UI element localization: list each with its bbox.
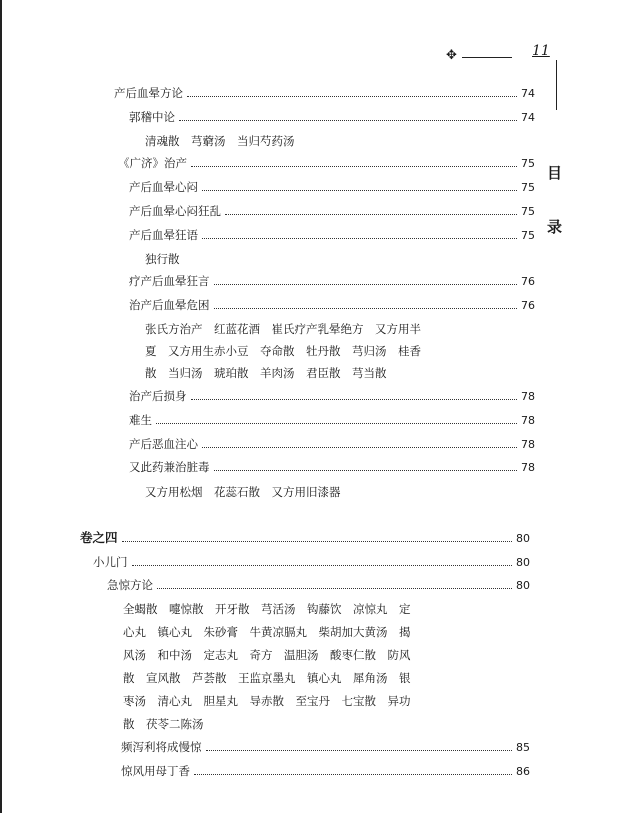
toc-entry[interactable] <box>129 227 535 244</box>
toc-entry-page: 75 <box>521 229 535 242</box>
toc-entry-page: 78 <box>521 390 535 403</box>
toc-entry-page: 86 <box>516 765 530 778</box>
toc-subitems: 散 茯苓二陈汤 <box>123 717 204 731</box>
toc-subitems: 散 宣风散 芦荟散 王监京墨丸 镇心丸 犀角汤 银 <box>123 671 411 685</box>
leader-dots <box>122 541 512 542</box>
toc-entry[interactable] <box>129 459 535 476</box>
leader-dots <box>202 238 517 239</box>
toc-subitems: 独行散 <box>145 252 180 266</box>
toc-entry-page: 85 <box>516 741 530 754</box>
toc-entry-label: 郭稽中论 <box>129 110 175 124</box>
leader-dots <box>194 774 512 775</box>
toc-subitems: 清魂散 芎藭汤 当归芍药汤 <box>145 134 295 148</box>
toc-subitems: 张氏方治产 红蓝花酒 崔氏疗产乳晕绝方 又方用半 <box>145 322 421 336</box>
toc-entry-page: 80 <box>516 532 530 545</box>
toc-entry-page: 80 <box>516 579 530 592</box>
toc-entry-label: 又此药兼治脏毒 <box>129 460 210 474</box>
toc-entry-label: 产后恶血注心 <box>129 437 198 451</box>
leader-dots <box>132 565 513 566</box>
toc-entry-page: 80 <box>516 556 530 569</box>
toc-entry-label: 难生 <box>129 413 152 427</box>
toc-entry-page: 76 <box>521 275 535 288</box>
toc-entry-label: 产后血晕心闷 <box>129 180 198 194</box>
page-number: 11 <box>532 43 550 59</box>
toc-entry-label: 产后血晕心闷狂乱 <box>129 204 221 218</box>
toc-entry[interactable] <box>129 388 535 405</box>
toc-entry-label: 产后血晕狂语 <box>129 228 198 242</box>
toc-entry-page: 75 <box>521 181 535 194</box>
toc-entry[interactable] <box>129 179 535 196</box>
toc-entry[interactable] <box>93 554 530 571</box>
toc-chapter[interactable] <box>80 530 530 547</box>
toc-entry[interactable] <box>107 577 530 594</box>
toc-entry[interactable] <box>121 739 530 756</box>
toc-entry[interactable] <box>129 273 535 290</box>
leader-dots <box>179 120 517 121</box>
toc-entry-label: 治产后血晕危困 <box>129 298 210 312</box>
side-label-mu: 目 <box>547 164 563 182</box>
leader-dots <box>191 399 518 400</box>
toc-chapter-label: 卷之四 <box>80 530 118 545</box>
toc-subitems: 心丸 镇心丸 朱砂膏 牛黄凉膈丸 柴胡加大黄汤 揭 <box>123 625 411 639</box>
leader-dots <box>187 96 517 97</box>
leader-dots <box>156 423 517 424</box>
leader-dots <box>214 470 518 471</box>
toc-entry-page: 75 <box>521 205 535 218</box>
toc-entry-label: 小儿门 <box>93 555 128 569</box>
toc-entry[interactable] <box>129 109 535 126</box>
leader-dots <box>206 750 513 751</box>
side-label-lu: 录 <box>547 218 563 236</box>
toc-entry-page: 78 <box>521 461 535 474</box>
toc-entry-label: 急惊方论 <box>107 578 153 592</box>
toc-entry-label: 《广济》治产 <box>118 156 187 170</box>
toc-subitems: 又方用松烟 花蕊石散 又方用旧漆器 <box>145 485 341 499</box>
toc-subitems: 散 当归汤 琥珀散 羊肉汤 君臣散 芎当散 <box>145 366 387 380</box>
toc-entry-page: 78 <box>521 438 535 451</box>
toc-entry[interactable] <box>129 297 535 314</box>
leader-dots <box>202 190 517 191</box>
toc-entry-label: 频泻利将成慢惊 <box>121 740 202 754</box>
toc-entry-page: 75 <box>521 157 535 170</box>
toc-subitems: 枣汤 清心丸 胆星丸 导赤散 至宝丹 七宝散 异功 <box>123 694 411 708</box>
toc-entry-label: 惊风用母丁香 <box>121 764 190 778</box>
toc-entry-label: 产后血晕方论 <box>114 86 183 100</box>
leader-dots <box>225 214 517 215</box>
leader-dots <box>157 588 512 589</box>
toc-entry-page: 74 <box>521 111 535 124</box>
toc-subitems: 全蝎散 嚏惊散 开牙散 芎活汤 钩藤饮 凉惊丸 定 <box>123 602 411 616</box>
toc-subitems: 夏 又方用生赤小豆 夺命散 牡丹散 芎归汤 桂香 <box>145 344 421 358</box>
toc-entry[interactable] <box>129 436 535 453</box>
toc-entry[interactable] <box>114 85 535 102</box>
toc-entry-label: 疗产后血晕狂言 <box>129 274 210 288</box>
toc-entry-page: 74 <box>521 87 535 100</box>
toc-entry[interactable] <box>129 412 535 429</box>
toc-entry[interactable] <box>121 763 530 780</box>
toc-entry-page: 78 <box>521 414 535 427</box>
toc-subitems: 风汤 和中汤 定志丸 奇方 温胆汤 酸枣仁散 防风 <box>123 648 411 662</box>
leader-dots <box>191 166 517 167</box>
ornament-icon: ✥ <box>446 48 457 63</box>
leader-dots <box>202 447 517 448</box>
toc-entry[interactable] <box>129 203 535 220</box>
toc-entry-label: 治产后损身 <box>129 389 187 403</box>
leader-dots <box>214 284 518 285</box>
leader-dots <box>214 308 518 309</box>
toc-entry[interactable] <box>118 155 535 172</box>
toc-entry-page: 76 <box>521 299 535 312</box>
